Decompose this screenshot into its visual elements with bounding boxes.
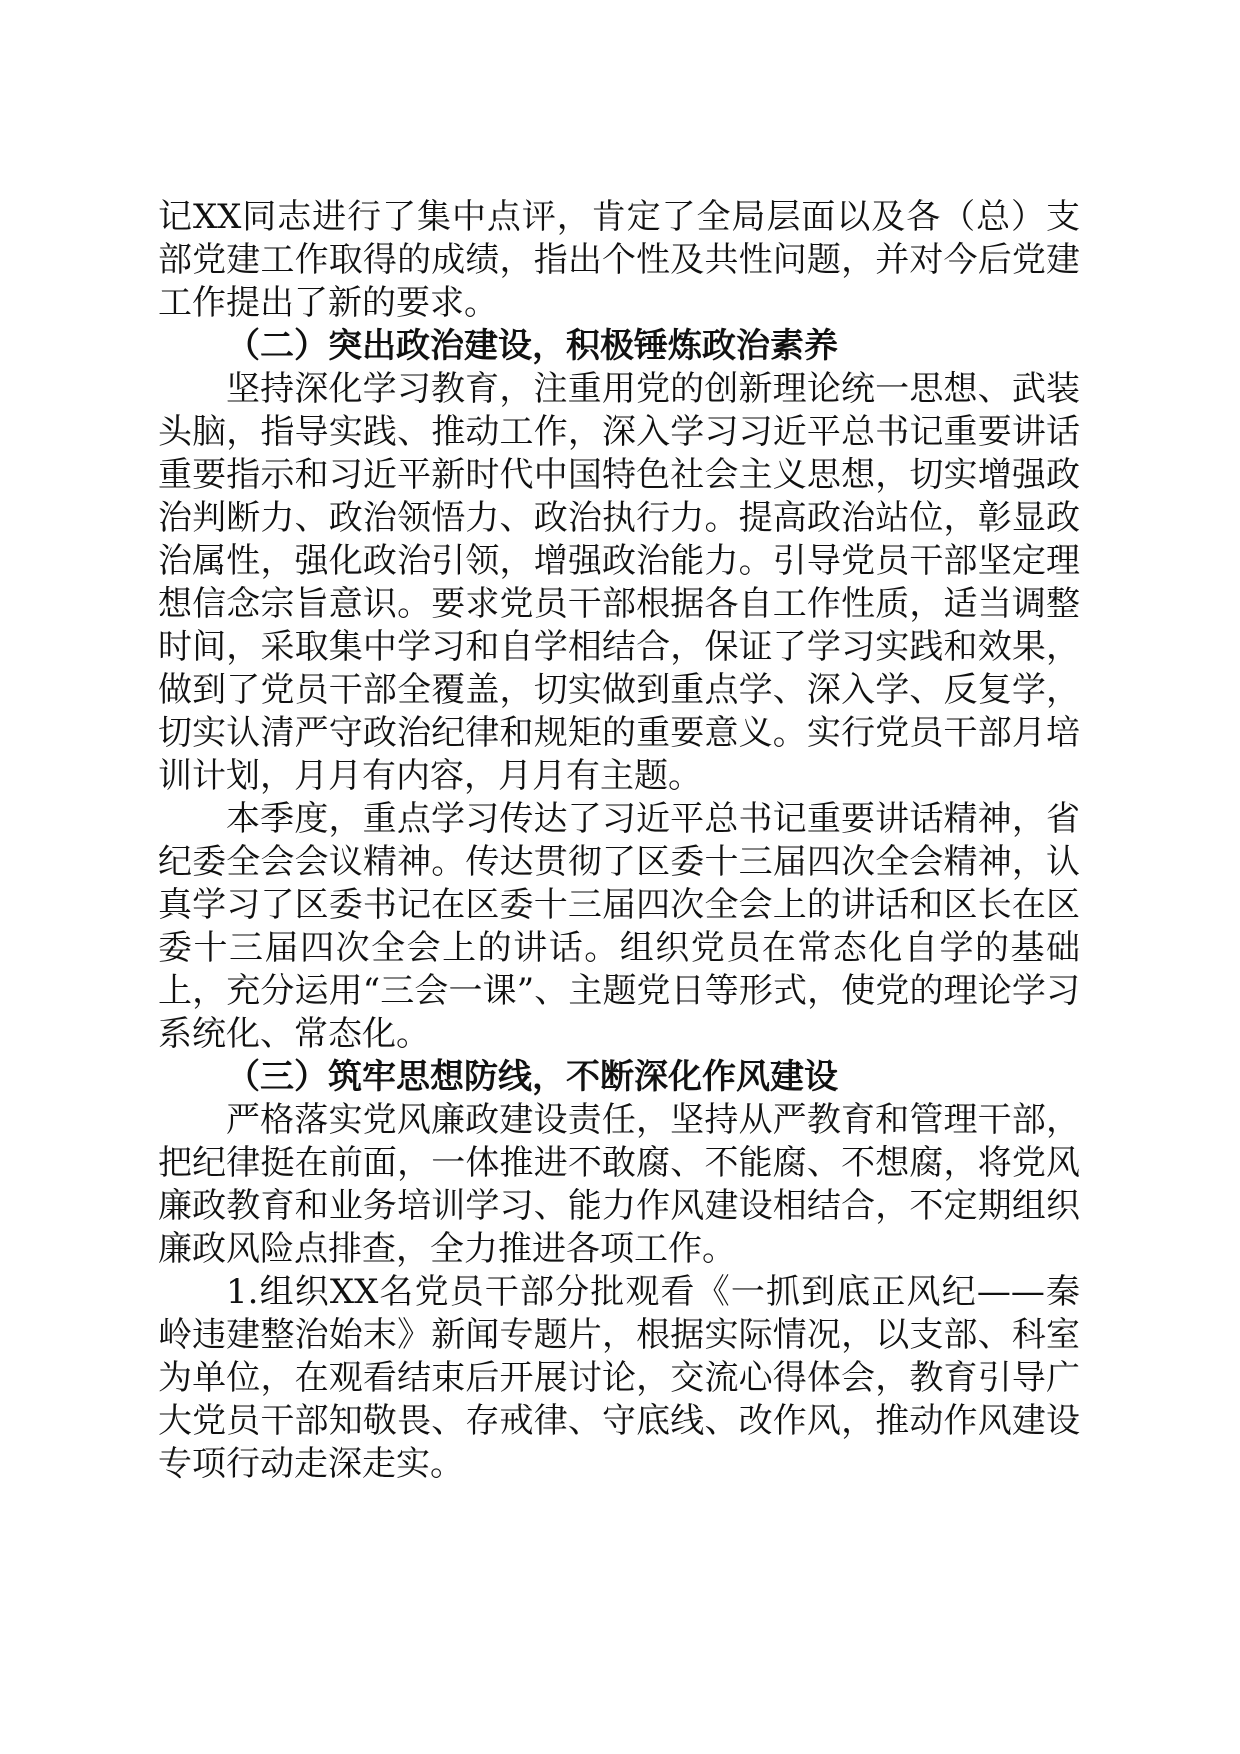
- body-paragraph: 1.组织XX名党员干部分批观看《一抓到底正风纪——秦岭违建整治始末》新闻专题片，根据实际情况，以支部、科室为单位，在观看结束后开展讨论，交流心得体会，教育引导广大党员干部知敬畏、存戒律、守底线、改作风，推动作风建设专项行动走深走实。: [158, 1272, 1080, 1484]
- body-paragraph: 记XX同志进行了集中点评，肯定了全局层面以及各（总）支部党建工作取得的成绩，指出个性及共性问题，并对今后党建工作提出了新的要求。: [158, 197, 1080, 323]
- section-heading-3: （三）筑牢思想防线，不断深化作风建设: [226, 1057, 838, 1097]
- body-paragraph: 坚持深化学习教育，注重用党的创新理论统一思想、武装头脑，指导实践、推动工作，深入学习习近平总书记重要讲话重要指示和习近平新时代中国特色社会主义思想，切实增强政治判断力、政治领悟力、政治执行力。提高政治站位，彰显政治属性，强化政治引领，增强政治能力。引导党员干部坚定理想信念宗旨意识。要求党员干部根据各自工作性质，适当调整时间，采取集中学习和自学相结合，保证了学习实践和效果，做到了党员干部全覆盖，切实做到重点学、深入学、反复学，切实认清严守政治纪律和规矩的重要意义。实行党员干部月培训计划，月月有内容，月月有主题。: [158, 369, 1080, 796]
- body-paragraph: 严格落实党风廉政建设责任，坚持从严教育和管理干部，把纪律挺在前面，一体推进不敢腐、不能腐、不想腐，将党风廉政教育和业务培训学习、能力作风建设相结合，不定期组织廉政风险点排查，全力推进各项工作。: [158, 1100, 1080, 1269]
- section-heading-2: （二）突出政治建设，积极锤炼政治素养: [226, 326, 838, 366]
- document-page: [158, 196, 1080, 1486]
- body-paragraph: 本季度，重点学习传达了习近平总书记重要讲话精神，省纪委全会会议精神。传达贯彻了区委十三届四次全会精神，认真学习了区委书记在区委十三届四次全会上的讲话和区长在区委十三届四次全会上的讲话。组织党员在常态化自学的基础上，充分运用“三会一课”、主题党日等形式，使党的理论学习系统化、常态化。: [158, 799, 1080, 1054]
